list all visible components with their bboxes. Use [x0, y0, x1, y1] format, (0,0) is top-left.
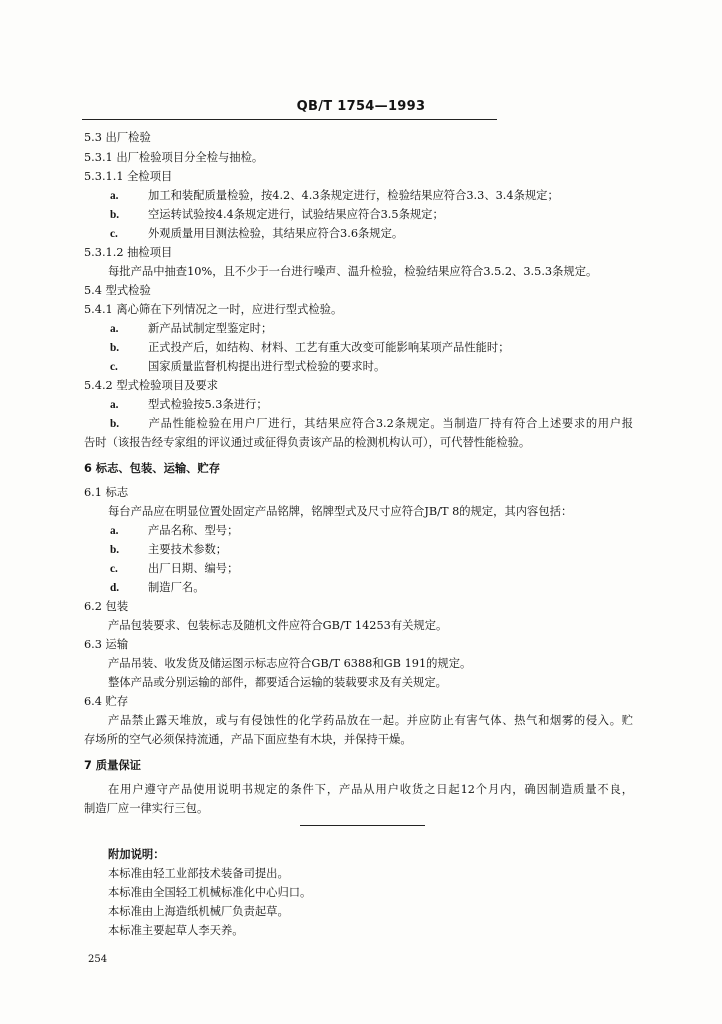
text-line — [84, 303, 342, 317]
line-text: 6.2 包装 — [84, 600, 129, 613]
text-line — [108, 867, 289, 881]
line-text: 国家质量监督机构提出进行型式检验的要求时。 — [148, 360, 386, 373]
list-marker: b. — [110, 418, 120, 430]
line-text: 本标准主要起草人李天养。 — [108, 924, 244, 937]
text-line — [108, 657, 471, 671]
text-line — [108, 619, 447, 633]
line-text: 本标准由轻工业部技术装备司提出。 — [108, 867, 289, 880]
text-line — [110, 417, 633, 431]
line-text: 产品禁止露天堆放，或与有侵蚀性的化学药品放在一起。并应防止有害气体、热气和烟雾的侵入。贮 — [108, 714, 633, 727]
line-text: 附加说明： — [108, 848, 165, 861]
list-marker: b. — [110, 209, 120, 221]
text-line — [84, 436, 530, 450]
line-text: 正式投产后，如结构、材料、工艺有重大改变可能影响某项产品性能时； — [148, 341, 510, 354]
line-text: 每批产品中抽查10%，且不少于一台进行噪声、温升检验，检验结果应符合3.5.2、3.5.3条规定。 — [108, 265, 598, 278]
text-line — [84, 600, 128, 614]
list-marker: a. — [110, 525, 119, 537]
text-line — [110, 189, 559, 203]
text-line — [110, 581, 205, 595]
line-text: 产品吊装、收发货及储运图示标志应符合GB/T 6388和GB 191的规定。 — [108, 657, 472, 670]
text-line — [84, 379, 218, 393]
line-text: 本标准由上海造纸机械厂负责起草。 — [108, 905, 289, 918]
text-line — [110, 341, 510, 355]
line-text: 5.4.1 离心筛在下列情况之一时，应进行型式检验。 — [84, 303, 343, 316]
line-text: 制造厂名。 — [148, 581, 205, 594]
line-text: 产品包装要求、包装标志及随机文件应符合GB/T 14253有关规定。 — [108, 619, 448, 632]
text-line — [84, 151, 263, 165]
text-line — [108, 714, 633, 728]
list-marker: c. — [110, 361, 118, 373]
list-marker: b. — [110, 342, 120, 354]
line-text: 外观质量用目测法检验，其结果应符合3.6条规定。 — [148, 227, 404, 240]
line-text: 新产品试制定型鉴定时； — [148, 322, 273, 335]
text-line — [84, 802, 208, 816]
appendix-divider — [300, 825, 425, 826]
text-line — [110, 208, 444, 222]
line-text: 7 质量保证 — [84, 759, 141, 772]
text-line — [84, 170, 172, 184]
text-line — [84, 284, 151, 298]
text-line — [84, 246, 172, 260]
text-line — [84, 486, 128, 500]
line-text: 5.3.1.2 抽检项目 — [84, 246, 173, 259]
line-text: 整体产品或分别运输的部件，都要适合运输的装载要求及有关规定。 — [108, 676, 447, 689]
line-text: 型式检验按5.3条进行； — [148, 398, 268, 411]
line-text: 存场所的空气必须保持流通，产品下面应垫有木块，并保持干燥。 — [84, 733, 412, 746]
line-text: 6 标志、包装、运输、贮存 — [84, 462, 221, 475]
text-line — [110, 227, 403, 241]
text-line — [84, 462, 220, 476]
line-text: 6.3 运输 — [84, 638, 129, 651]
text-line — [84, 638, 128, 652]
line-text: 产品名称、型号； — [148, 524, 239, 537]
text-line — [108, 676, 447, 690]
page-header-title: QB/T 1754—1993 — [296, 99, 426, 114]
line-text: 5.3 出厂检验 — [84, 131, 151, 144]
header-rule — [82, 119, 497, 120]
list-marker: d. — [110, 582, 120, 594]
line-text: 出厂日期、编号； — [148, 562, 239, 575]
text-line — [108, 265, 597, 279]
list-marker: a. — [110, 399, 119, 411]
text-line — [108, 886, 311, 900]
line-text: 主要技术参数； — [148, 543, 228, 556]
page-number: 254 — [88, 954, 108, 965]
line-text: 6.4 贮存 — [84, 695, 129, 708]
text-line — [110, 398, 268, 412]
text-line — [110, 524, 238, 538]
text-line — [84, 131, 151, 145]
line-text: 5.3.1 出厂检验项目分全检与抽检。 — [84, 151, 264, 164]
text-line — [108, 905, 289, 919]
line-text: 在用户遵守产品使用说明书规定的条件下，产品从用户收货之日起12个月内，确因制造质量不良， — [108, 783, 633, 796]
list-marker: a. — [110, 190, 119, 202]
text-line — [84, 759, 141, 773]
line-text: 5.3.1.1 全检项目 — [84, 170, 173, 183]
list-marker: b. — [110, 544, 120, 556]
line-text: 空运转试验按4.4条规定进行，试验结果应符合3.5条规定； — [148, 208, 444, 221]
text-line — [108, 848, 165, 862]
line-text: 制造厂应一律实行三包。 — [84, 802, 209, 815]
list-marker: a. — [110, 323, 119, 335]
text-line — [108, 783, 633, 797]
list-marker: c. — [110, 228, 118, 240]
line-text: 产品性能检验在用户厂进行，其结果应符合3.2条规定。当制造厂持有符合上述要求的用户报 — [148, 417, 633, 430]
text-line — [84, 733, 412, 747]
line-text: 6.1 标志 — [84, 486, 129, 499]
line-text: 5.4 型式检验 — [84, 284, 151, 297]
line-text: 5.4.2 型式检验项目及要求 — [84, 379, 219, 392]
text-line — [110, 562, 238, 576]
line-text: 每台产品应在明显位置处固定产品铭牌，铭牌型式及尺寸应符合JB/T 8的规定，其内容包括： — [108, 505, 573, 518]
text-line — [84, 695, 128, 709]
line-text: 本标准由全国轻工机械标准化中心归口。 — [108, 886, 312, 899]
text-line — [110, 322, 272, 336]
line-text: 加工和装配质量检验，按4.2、4.3条规定进行，检验结果应符合3.3、3.4条规定； — [148, 189, 559, 202]
line-text: 告时（该报告经专家组的评议通过或征得负责该产品的检测机构认可），可代替性能检验。 — [84, 436, 531, 449]
text-line — [110, 360, 385, 374]
list-marker: c. — [110, 563, 118, 575]
text-line — [110, 543, 227, 557]
text-line — [108, 505, 572, 519]
text-line — [108, 924, 244, 938]
